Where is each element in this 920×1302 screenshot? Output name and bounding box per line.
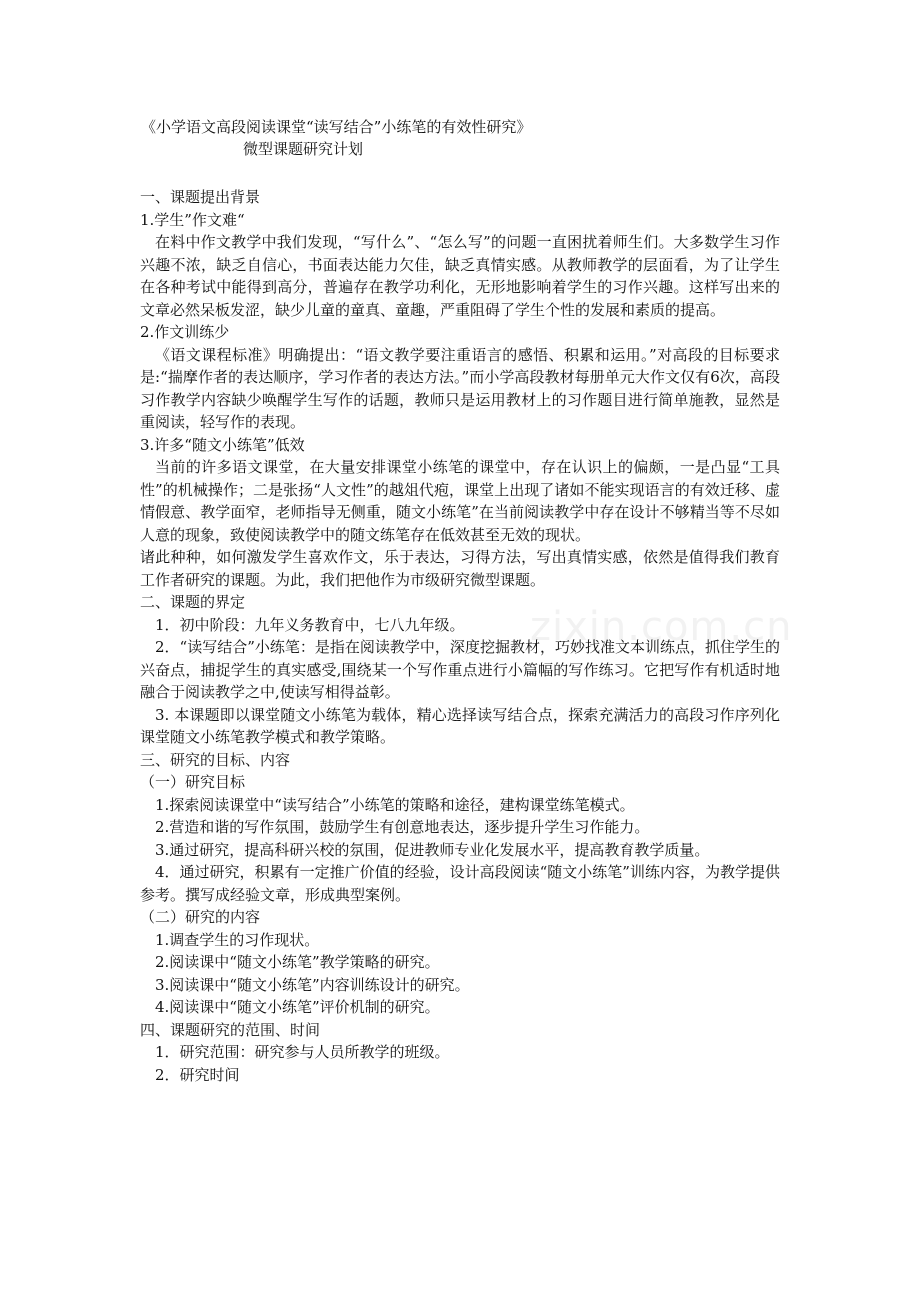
list-item: 2.营造和谐的写作氛围，鼓励学生有创意地表达，逐步提升学生习作能力。 (155, 818, 650, 836)
section-heading: 二、课题的界定 (140, 593, 246, 611)
paragraph: 在料中作文教学中我们发现，“写什么”、“怎么写”的问题一直困扰着师生们。大多数学生习作兴趣不浓，缺乏自信心，书面表达能力欠佳，缺乏真情实感。从教师教学的层面看，为了让学生在各种考试中能得到高分，普遍存在教学功利化，无形地影响着学生的习作兴趣。这样写出来的文章必然呆板发涩，缺少儿童的童真、童趣，严重阻碍了学生个性的发展和素质的提高。 (140, 233, 780, 319)
watermark: zixin.com.cn (530, 604, 793, 650)
list-item: 3. 本课题即以课堂随文小练笔为载体，精心选择读写结合点，探索充满活力的高段习作序列化课堂随文小练笔教学模式和教学策略。 (140, 705, 780, 746)
list-item: 3.通过研究，提高科研兴校的氛围，促进教师专业化发展水平，提高教育教学质量。 (155, 840, 710, 859)
list-item: 1．研究范围：研究参与人员所教学的班级。 (155, 1043, 450, 1061)
list-item: 2．研究时间 (155, 1065, 240, 1084)
list-item: 2．“读写结合”小练笔：是指在阅读教学中，深度挖掘教材，巧妙找准文本训练点，抓住学生的兴奋点，捕捉学生的真实感受,围绕某一个写作重点进行小篇幅的写作练习。它把写作有机适时地融合于阅读教学之中,使读写相得益彰。 (140, 638, 780, 701)
list-item: 4.阅读课中“随文小练笔”评价机制的研究。 (155, 998, 440, 1016)
list-item: 3.阅读课中“随文小练笔”内容训练设计的研究。 (155, 975, 470, 994)
section-heading: 三、研究的目标、内容 (140, 750, 291, 769)
list-item: 2.阅读课中“随文小练笔”教学策略的研究。 (155, 953, 440, 971)
subsection-heading: （二）研究的内容 (140, 908, 261, 926)
list-item: 1.调查学生的习作现状。 (155, 930, 320, 949)
paragraph: 诸此种种，如何激发学生喜欢作文，乐于表达，习得方法，写出真情实感，依然是值得我们教育工作者研究的课题。为此，我们把他作为市级研究微型课题。 (140, 548, 780, 589)
list-item: 4．通过研究，积累有一定推广价值的经验，设计高段阅读“随文小练笔”训练内容，为教学提供参考。撰写成经验文章，形成典型案例。 (140, 863, 780, 904)
subsection-heading: （一）研究目标 (140, 773, 246, 791)
paragraph: 《语文课程标准》明确提出：“语文教学要注重语言的感悟、积累和运用。”对高段的目标要求是:“揣摩作者的表达顺序，学习作者的表达方法。”而小学高段教材每册单元大作文仅有6次，高段习作教学内容缺少唤醒学生写作的话题，教师只是运用教材上的习作题目进行简单施教，显然是重阅读，轻写作的表现。 (140, 345, 780, 431)
document-body (140, 186, 780, 1086)
section-heading: 一、课题提出背景 (140, 188, 261, 206)
list-item: 1．初中阶段：九年义务教育中，七八九年级。 (155, 615, 465, 634)
list-item: 1.探索阅读课堂中“读写结合”小练笔的策略和途径，建构课堂练笔模式。 (155, 795, 635, 814)
document-subtitle: 微型课题研究计划 (243, 140, 364, 158)
subsection-heading: 3.许多“随文小练笔”低效 (140, 435, 305, 454)
paragraph: 当前的许多语文课堂，在大量安排课堂小练笔的课堂中，存在认识上的偏颇，一是凸显“工具性”的机械操作；二是张扬“人文性”的越俎代疱，课堂上出现了诸如不能实现语言的有效迁移、虚情假意、教学面窄，老师指导无侧重，随文小练笔”在当前阅读教学中存在设计不够精当等不尽如人意的现象，致使阅读教学中的随文练笔存在低效甚至无效的现状。 (140, 458, 780, 544)
document-title: 《小学语文高段阅读课堂“读写结合”小练笔的有效性研究》 (141, 118, 532, 136)
subsection-heading: 2.作文训练少 (140, 323, 230, 341)
section-heading: 四、课题研究的范围、时间 (140, 1020, 321, 1039)
subsection-heading: 1.学生”作文难“ (140, 210, 245, 229)
